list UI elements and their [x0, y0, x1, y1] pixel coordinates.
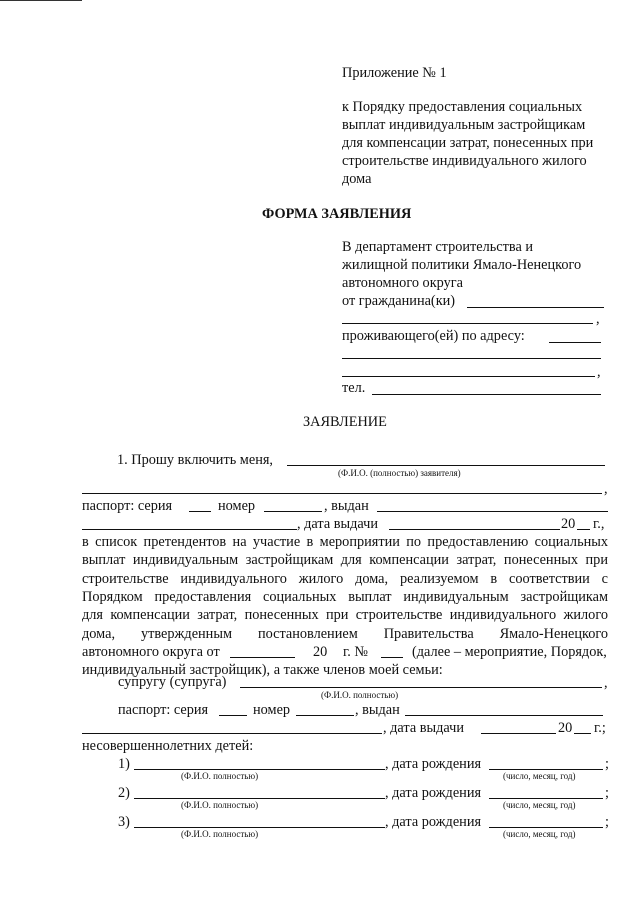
child-fio-field[interactable]	[134, 769, 385, 770]
spouse-issued-by-field[interactable]	[405, 715, 603, 716]
address-field[interactable]	[549, 342, 601, 343]
addressee-line: автономного округа	[342, 275, 463, 291]
passport-number-label: номер	[218, 498, 256, 514]
appendix-line: строительстве индивидуального жилого	[342, 153, 587, 169]
spouse-issue-date-label: , дата выдачи	[383, 720, 464, 736]
comma: ,	[604, 675, 608, 691]
resolution-number-field[interactable]	[381, 657, 403, 658]
phone-field[interactable]	[372, 394, 601, 395]
child-number: 3)	[118, 814, 130, 830]
spouse-fio-field[interactable]	[240, 687, 602, 688]
child-birthdate-label: , дата рождения	[385, 814, 482, 830]
semicolon: ;	[605, 785, 609, 801]
address-field-line2[interactable]	[342, 358, 601, 359]
appendix-line: к Порядку предоставления социальных	[342, 99, 583, 115]
from-field[interactable]	[467, 307, 604, 308]
spouse-issued-by-label: , выдан	[355, 702, 400, 718]
semicolon: ;	[605, 814, 609, 830]
appendix-line: выплат индивидуальным застройщикам	[342, 117, 586, 133]
spouse-issued-by-field-continued[interactable]	[82, 733, 382, 734]
issued-by-field[interactable]	[377, 511, 608, 512]
spouse-fio-caption: (Ф.И.О. полностью)	[321, 690, 399, 700]
issue-date-field[interactable]	[389, 529, 560, 530]
addressee-line: жилищной политики Ямало-Ненецкого	[342, 257, 582, 273]
applicant-fio-field-continued[interactable]	[82, 493, 602, 494]
residing-label: проживающего(ей) по адресу:	[342, 328, 525, 344]
child-birthdate-caption: (число, месяц, год)	[503, 771, 576, 781]
ao-rest: (далее – мероприятие, Порядок,	[412, 644, 607, 660]
family-intro: индивидуальный застройщик), а также членов моей семьи:	[82, 662, 443, 678]
ao-year-prefix: 20	[313, 644, 328, 660]
comma: ,	[596, 311, 600, 327]
applicant-fio-field[interactable]	[287, 465, 605, 466]
body-text-line: Порядком предоставления социальных выплат индивидуальным застройщикам	[82, 589, 608, 605]
child-fio-caption: (Ф.И.О. полностью)	[181, 771, 259, 781]
child-birthdate-label: , дата рождения	[385, 785, 482, 801]
passport-series-field[interactable]	[189, 511, 211, 512]
child-fio-field[interactable]	[134, 798, 385, 799]
child-birthdate-field[interactable]	[489, 769, 603, 770]
address-field-line3[interactable]	[342, 376, 595, 377]
issue-year-field[interactable]	[577, 529, 590, 530]
issued-by-field-continued[interactable]	[82, 529, 297, 530]
appendix-title: Приложение № 1	[342, 65, 447, 81]
comma: ,	[604, 481, 608, 497]
passport-series-label: паспорт: серия	[82, 498, 173, 514]
body-text-line: выплат индивидуальным застройщикам для компенсации затрат, понесенных при	[82, 552, 608, 568]
spouse-year-prefix: 20	[558, 720, 573, 736]
semicolon: ;	[605, 756, 609, 772]
passport-number-field[interactable]	[264, 511, 322, 512]
issue-date-label: , дата выдачи	[297, 516, 378, 532]
spouse-passport-series-field[interactable]	[219, 715, 247, 716]
child-birthdate-field[interactable]	[489, 827, 603, 828]
issued-by-label: , выдан	[324, 498, 369, 514]
child-birthdate-label: , дата рождения	[385, 756, 482, 772]
child-birthdate-caption: (число, месяц, год)	[503, 829, 576, 839]
applicant-fio-caption: (Ф.И.О. (полностью) заявителя)	[338, 468, 461, 478]
from-label: от гражданина(ки)	[342, 293, 456, 309]
child-fio-caption: (Ф.И.О. полностью)	[181, 800, 259, 810]
addressee-line: В департамент строительства и	[342, 239, 534, 255]
spouse-passport-number-label: номер	[253, 702, 291, 718]
spouse-passport-number-field[interactable]	[296, 715, 354, 716]
child-fio-caption: (Ф.И.О. полностью)	[181, 829, 259, 839]
child-number: 2)	[118, 785, 130, 801]
year-suffix: г.,	[593, 516, 605, 532]
child-fio-field[interactable]	[134, 827, 385, 828]
children-label: несовершеннолетних детей:	[82, 738, 254, 754]
spouse-passport-series-label: паспорт: серия	[118, 702, 209, 718]
body-text-line: в список претендентов на участие в мероприятии по предоставлению социальных	[82, 534, 608, 550]
request-label: 1. Прошу включить меня,	[117, 452, 273, 468]
from-field-continued[interactable]	[342, 323, 593, 324]
spouse-year-suffix: г.;	[594, 720, 606, 736]
top-rule	[0, 0, 82, 1]
spouse-label: супругу (супруга)	[118, 674, 227, 690]
statement-heading: ЗАЯВЛЕНИЕ	[303, 414, 387, 430]
spouse-issue-date-field[interactable]	[481, 733, 556, 734]
appendix-line: для компенсации затрат, понесенных при	[342, 135, 594, 151]
ao-label: автономного округа от	[82, 644, 220, 660]
appendix-line: дома	[342, 171, 372, 187]
phone-label: тел.	[342, 380, 366, 396]
form-title: ФОРМА ЗАЯВЛЕНИЯ	[262, 206, 412, 222]
resolution-date-field[interactable]	[230, 657, 295, 658]
body-text-line: дома, утвержденным постановлением Правительства Ямало-Ненецкого	[82, 626, 608, 642]
ao-number-label: г. №	[343, 644, 369, 660]
body-text-line: строительстве индивидуального жилого дома, реализуемом в соответствии с	[82, 571, 608, 587]
body-text-line: для компенсации затрат, понесенных при строительстве индивидуального жилого	[82, 607, 608, 623]
child-birthdate-field[interactable]	[489, 798, 603, 799]
child-birthdate-caption: (число, месяц, год)	[503, 800, 576, 810]
spouse-issue-year-field[interactable]	[574, 733, 591, 734]
comma: ,	[597, 364, 601, 380]
child-number: 1)	[118, 756, 130, 772]
year-prefix: 20	[561, 516, 576, 532]
